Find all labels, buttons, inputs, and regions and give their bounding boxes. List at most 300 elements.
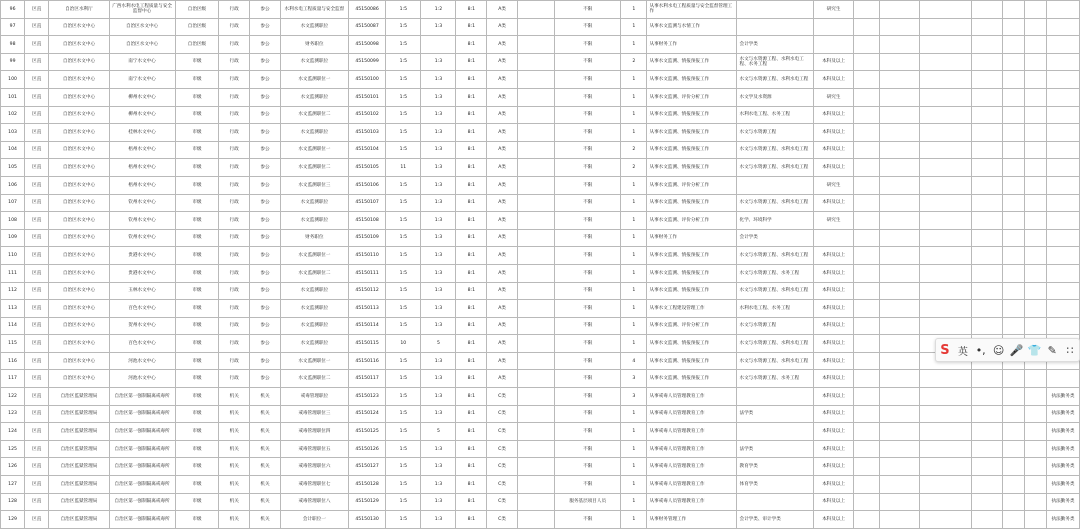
table-cell[interactable]: 1 [621,18,647,36]
table-cell[interactable] [1047,300,1080,318]
table-cell[interactable] [1047,229,1080,247]
table-cell[interactable] [972,53,1003,71]
table-cell[interactable]: 1 [621,458,647,476]
ime-language-toggle[interactable]: 英 [957,346,968,358]
table-cell[interactable]: 不限 [555,141,621,159]
table-cell[interactable]: 1:3 [421,194,456,212]
table-cell[interactable]: 自治区监狱管理局 [49,388,109,406]
table-cell[interactable]: 自治区水文中心 [49,18,109,36]
table-cell[interactable] [919,229,972,247]
table-cell[interactable]: 水文监测职位 [280,124,348,142]
table-cell[interactable]: 129 [1,511,25,529]
table-cell[interactable] [1025,36,1047,54]
table-cell[interactable] [517,194,554,212]
table-cell[interactable]: 行政 [219,352,250,370]
table-cell[interactable] [972,370,1003,388]
table-cell[interactable]: 8:1 [456,36,487,54]
table-cell[interactable]: 柳州水文中心 [109,88,175,106]
table-cell[interactable]: 市级 [175,53,219,71]
table-cell[interactable]: 水文监测职位二 [280,106,348,124]
table-cell[interactable] [853,1,879,19]
table-cell[interactable]: 不限 [555,388,621,406]
table-cell[interactable] [1025,300,1047,318]
table-cell[interactable]: 从事水文监测、评价分析工作 [647,212,737,230]
table-cell[interactable]: 研究生 [814,88,854,106]
table-cell[interactable] [1047,194,1080,212]
table-cell[interactable]: 8:1 [456,212,487,230]
table-cell[interactable]: 1:3 [421,317,456,335]
table-cell[interactable] [1003,317,1025,335]
table-cell[interactable]: 1:5 [386,423,421,441]
table-cell[interactable]: 1:5 [386,317,421,335]
table-cell[interactable]: 自治区水文中心 [49,194,109,212]
table-cell[interactable]: 1:5 [386,194,421,212]
table-cell[interactable]: C类 [487,476,518,494]
table-cell[interactable]: 1:3 [421,440,456,458]
table-cell[interactable]: 机关 [219,458,250,476]
table-cell[interactable]: 不限 [555,458,621,476]
table-cell[interactable]: 自治区监狱管理局 [49,511,109,529]
table-cell[interactable]: 1:5 [386,124,421,142]
table-cell[interactable] [517,423,554,441]
table-cell[interactable] [880,335,920,353]
table-cell[interactable] [517,335,554,353]
table-cell[interactable]: 行政 [219,264,250,282]
table-cell[interactable]: 8:1 [456,194,487,212]
table-cell[interactable]: 110 [1,247,25,265]
table-cell[interactable]: C类 [487,458,518,476]
table-cell[interactable] [853,176,879,194]
table-cell[interactable]: 市级 [175,106,219,124]
table-cell[interactable]: A类 [487,71,518,89]
table-cell[interactable]: 8:1 [456,300,487,318]
table-cell[interactable] [1003,247,1025,265]
table-cell[interactable] [814,18,854,36]
table-cell[interactable]: 1:5 [386,370,421,388]
table-cell[interactable]: 区直 [25,264,49,282]
table-cell[interactable] [919,440,972,458]
table-cell[interactable]: 1 [621,423,647,441]
table-cell[interactable]: 水文监测职位 [280,335,348,353]
table-cell[interactable]: A类 [487,53,518,71]
table-cell[interactable]: 行政 [219,176,250,194]
table-cell[interactable] [880,106,920,124]
table-cell[interactable]: 机关 [219,476,250,494]
table-cell[interactable]: A类 [487,352,518,370]
table-cell[interactable] [972,405,1003,423]
table-cell[interactable]: A类 [487,176,518,194]
table-cell[interactable] [880,124,920,142]
table-cell[interactable]: 45150114 [348,317,385,335]
table-cell[interactable]: 从事戒毒人员管理教育工作 [647,405,737,423]
table-cell[interactable]: 玉林水文中心 [109,282,175,300]
table-cell[interactable] [919,264,972,282]
table-cell[interactable]: 市级 [175,229,219,247]
table-cell[interactable]: 自治区水文中心 [49,335,109,353]
table-cell[interactable] [1025,106,1047,124]
table-cell[interactable]: 区直 [25,476,49,494]
table-cell[interactable]: 45150102 [348,106,385,124]
table-cell[interactable]: 参公 [250,264,281,282]
table-cell[interactable]: 8:1 [456,511,487,529]
table-cell[interactable] [919,388,972,406]
table-cell[interactable]: 市级 [175,282,219,300]
table-cell[interactable] [919,159,972,177]
table-cell[interactable]: 体育学类 [737,476,814,494]
table-cell[interactable]: 区直 [25,71,49,89]
table-cell[interactable]: 8:1 [456,176,487,194]
table-cell[interactable] [880,141,920,159]
table-cell[interactable]: 1:5 [386,176,421,194]
table-cell[interactable] [517,71,554,89]
table-cell[interactable]: 1:3 [421,106,456,124]
ime-logo-icon[interactable]: S [940,342,950,358]
table-cell[interactable]: 市级 [175,71,219,89]
table-cell[interactable]: 水文监测职位二 [280,159,348,177]
table-cell[interactable]: 行政 [219,53,250,71]
table-cell[interactable]: 自治区水文中心 [49,106,109,124]
table-cell[interactable]: 市级 [175,264,219,282]
table-cell[interactable]: 市级 [175,212,219,230]
table-cell[interactable] [737,18,814,36]
table-cell[interactable] [1047,317,1080,335]
table-cell[interactable]: 桂林水文中心 [109,124,175,142]
table-cell[interactable] [880,282,920,300]
table-cell[interactable] [880,229,920,247]
table-cell[interactable] [1047,141,1080,159]
table-cell[interactable] [1025,388,1047,406]
table-cell[interactable] [1047,88,1080,106]
table-cell[interactable]: 区直 [25,388,49,406]
table-cell[interactable]: 45150116 [348,352,385,370]
table-cell[interactable] [853,212,879,230]
table-cell[interactable]: 机关 [219,405,250,423]
table-cell[interactable]: 8:1 [456,247,487,265]
table-cell[interactable] [1003,300,1025,318]
table-cell[interactable]: 8:1 [456,106,487,124]
table-cell[interactable]: 1:3 [421,405,456,423]
table-cell[interactable]: A类 [487,264,518,282]
table-cell[interactable] [919,212,972,230]
table-cell[interactable]: 自治区水文中心 [49,264,109,282]
table-cell[interactable]: 8:1 [456,53,487,71]
table-cell[interactable]: 自治区水利厅 [49,1,109,19]
table-cell[interactable]: 区直 [25,370,49,388]
table-cell[interactable] [1025,71,1047,89]
table-cell[interactable] [517,388,554,406]
table-cell[interactable]: 不限 [555,229,621,247]
table-cell[interactable] [1003,71,1025,89]
table-cell[interactable] [919,282,972,300]
table-cell[interactable]: 水文监测职位二 [280,370,348,388]
table-cell[interactable] [972,71,1003,89]
table-cell[interactable]: 不限 [555,476,621,494]
table-cell[interactable] [1025,405,1047,423]
table-cell[interactable] [517,352,554,370]
table-cell[interactable]: 1:3 [421,229,456,247]
table-cell[interactable]: 1:3 [421,458,456,476]
table-cell[interactable]: 行政 [219,88,250,106]
table-cell[interactable] [1003,194,1025,212]
table-cell[interactable]: 区直 [25,247,49,265]
table-cell[interactable]: 市级 [175,317,219,335]
table-cell[interactable] [880,18,920,36]
table-cell[interactable] [919,476,972,494]
table-cell[interactable]: 自治区第一强制隔离戒毒所 [109,423,175,441]
table-cell[interactable] [1003,476,1025,494]
table-cell[interactable]: 从事水文监测、情报预报工作 [647,106,737,124]
table-cell[interactable]: 钦州水文中心 [109,212,175,230]
table-cell[interactable]: 参公 [250,71,281,89]
table-cell[interactable]: 1:5 [386,352,421,370]
table-cell[interactable]: 1:3 [421,264,456,282]
table-cell[interactable]: 机关 [250,458,281,476]
table-cell[interactable]: 参公 [250,300,281,318]
table-cell[interactable]: 从事水文监测、评价分析工作 [647,88,737,106]
table-cell[interactable]: A类 [487,159,518,177]
table-cell[interactable] [517,141,554,159]
table-cell[interactable]: 1:3 [421,352,456,370]
table-cell[interactable]: 参公 [250,141,281,159]
table-cell[interactable]: 98 [1,36,25,54]
table-cell[interactable] [880,317,920,335]
table-cell[interactable] [517,264,554,282]
table-cell[interactable] [880,264,920,282]
table-cell[interactable]: A类 [487,88,518,106]
table-cell[interactable] [814,36,854,54]
table-cell[interactable]: 从事水文监测、情报预报工作 [647,194,737,212]
table-cell[interactable]: 1:5 [386,36,421,54]
table-cell[interactable]: 本科及以上 [814,247,854,265]
table-cell[interactable] [972,476,1003,494]
table-cell[interactable]: 99 [1,53,25,71]
table-cell[interactable]: 市级 [175,476,219,494]
table-cell[interactable]: 自治区水文中心 [49,71,109,89]
table-cell[interactable]: 自治区监狱管理局 [49,405,109,423]
table-cell[interactable] [972,176,1003,194]
table-cell[interactable]: A类 [487,247,518,265]
table-cell[interactable]: 不限 [555,1,621,19]
table-cell[interactable]: 区直 [25,335,49,353]
table-cell[interactable]: 1:3 [421,247,456,265]
table-cell[interactable]: 不限 [555,440,621,458]
table-cell[interactable]: 1:5 [386,440,421,458]
table-cell[interactable]: 参公 [250,317,281,335]
table-cell[interactable]: 水文监测职位一 [280,141,348,159]
table-cell[interactable]: 研究生 [814,212,854,230]
table-cell[interactable] [517,124,554,142]
table-cell[interactable] [880,212,920,230]
table-cell[interactable]: 水文监测职位 [280,317,348,335]
table-cell[interactable]: 102 [1,106,25,124]
table-cell[interactable]: 区直 [25,317,49,335]
table-cell[interactable] [517,476,554,494]
table-cell[interactable]: 水文监测职位三 [280,176,348,194]
table-cell[interactable] [737,493,814,511]
table-cell[interactable] [972,141,1003,159]
table-cell[interactable] [880,511,920,529]
table-cell[interactable]: 127 [1,476,25,494]
table-cell[interactable] [1025,511,1047,529]
table-cell[interactable]: 自治区级 [175,18,219,36]
table-cell[interactable]: 不限 [555,106,621,124]
table-cell[interactable] [919,423,972,441]
table-cell[interactable]: 自治区水文中心 [49,36,109,54]
table-cell[interactable] [1025,370,1047,388]
table-cell[interactable]: 1:3 [421,53,456,71]
table-cell[interactable]: 行政 [219,18,250,36]
table-cell[interactable]: 行政 [219,300,250,318]
table-cell[interactable]: 1 [621,88,647,106]
table-cell[interactable] [880,476,920,494]
table-cell[interactable]: 116 [1,352,25,370]
table-cell[interactable]: 从事水文监测、情报预报工作 [647,53,737,71]
table-cell[interactable] [517,36,554,54]
table-cell[interactable]: A类 [487,1,518,19]
table-cell[interactable]: 南宁水文中心 [109,71,175,89]
table-cell[interactable]: 1 [621,405,647,423]
table-cell[interactable]: 从事水文监测、情报预报工作 [647,159,737,177]
table-cell[interactable]: 水文与水资源工程 [737,124,814,142]
table-cell[interactable]: 水文与水资源工程、水利水电工程 [737,335,814,353]
table-cell[interactable]: 45150101 [348,88,385,106]
table-cell[interactable]: 自治区第一强制隔离戒毒所 [109,493,175,511]
table-cell[interactable]: 45150124 [348,405,385,423]
table-cell[interactable]: 126 [1,458,25,476]
table-cell[interactable] [919,194,972,212]
table-cell[interactable]: 市级 [175,352,219,370]
table-cell[interactable]: 参公 [250,247,281,265]
table-cell[interactable]: 8:1 [456,1,487,19]
table-cell[interactable]: 8:1 [456,317,487,335]
table-cell[interactable]: 1:3 [421,159,456,177]
table-cell[interactable]: 参公 [250,124,281,142]
table-cell[interactable] [517,458,554,476]
table-cell[interactable] [880,388,920,406]
table-cell[interactable]: 本科及以上 [814,352,854,370]
table-cell[interactable] [853,352,879,370]
table-cell[interactable]: 区直 [25,18,49,36]
table-cell[interactable]: 1 [621,493,647,511]
table-cell[interactable]: 水文与水资源工程、水利水电工程 [737,352,814,370]
table-cell[interactable] [853,300,879,318]
table-cell[interactable] [517,282,554,300]
table-cell[interactable]: 本科及以上 [814,141,854,159]
table-cell[interactable]: 行政 [219,335,250,353]
table-cell[interactable]: 1 [621,124,647,142]
table-cell[interactable]: 8:1 [456,124,487,142]
table-cell[interactable] [517,493,554,511]
table-cell[interactable]: 97 [1,18,25,36]
table-cell[interactable]: 45150100 [348,71,385,89]
table-cell[interactable]: 1:3 [421,282,456,300]
table-cell[interactable]: 本科及以上 [814,159,854,177]
table-cell[interactable] [853,124,879,142]
table-cell[interactable]: 1 [621,317,647,335]
table-cell[interactable]: 自治区级 [175,36,219,54]
table-cell[interactable] [853,458,879,476]
table-cell[interactable] [919,300,972,318]
table-cell[interactable] [972,511,1003,529]
table-cell[interactable]: 从事财务工作 [647,229,737,247]
table-cell[interactable] [972,423,1003,441]
table-cell[interactable]: 参公 [250,370,281,388]
table-cell[interactable] [972,194,1003,212]
table-cell[interactable]: 109 [1,229,25,247]
table-cell[interactable] [853,405,879,423]
table-cell[interactable]: 1:3 [421,370,456,388]
table-cell[interactable]: 不限 [555,335,621,353]
table-cell[interactable] [880,71,920,89]
table-cell[interactable]: 45150117 [348,370,385,388]
table-cell[interactable] [421,36,456,54]
table-cell[interactable]: 执法勤务类 [1047,493,1080,511]
table-cell[interactable]: 1 [621,440,647,458]
table-cell[interactable]: 1:3 [421,124,456,142]
table-cell[interactable]: 45150115 [348,335,385,353]
table-cell[interactable]: 行政 [219,229,250,247]
table-cell[interactable]: 百色水文中心 [109,300,175,318]
table-cell[interactable]: 本科及以上 [814,458,854,476]
table-cell[interactable]: 行政 [219,317,250,335]
table-cell[interactable]: 45150125 [348,423,385,441]
table-cell[interactable]: 1:5 [386,106,421,124]
table-cell[interactable]: 45150108 [348,212,385,230]
table-cell[interactable]: 128 [1,493,25,511]
table-cell[interactable]: 8:1 [456,159,487,177]
table-cell[interactable] [972,440,1003,458]
table-cell[interactable]: 本科及以上 [814,71,854,89]
table-cell[interactable]: 行政 [219,282,250,300]
table-cell[interactable]: 1:5 [386,388,421,406]
table-cell[interactable]: 从事水文监测、情报预报工作 [647,335,737,353]
table-cell[interactable]: 45150086 [348,1,385,19]
table-cell[interactable] [1025,159,1047,177]
table-cell[interactable]: 从事财务工作 [647,36,737,54]
table-cell[interactable]: 45150112 [348,282,385,300]
table-cell[interactable]: 从事水文监测、情报预报工作 [647,247,737,265]
table-cell[interactable]: 1:5 [386,141,421,159]
table-cell[interactable] [972,36,1003,54]
table-cell[interactable]: 1:5 [386,458,421,476]
table-cell[interactable] [1003,159,1025,177]
table-cell[interactable] [853,247,879,265]
table-cell[interactable]: 45150107 [348,194,385,212]
table-cell[interactable] [1025,493,1047,511]
table-cell[interactable]: 108 [1,212,25,230]
table-cell[interactable] [1003,1,1025,19]
table-cell[interactable] [1025,423,1047,441]
table-cell[interactable]: 45150129 [348,493,385,511]
table-cell[interactable]: 自治区第一强制隔离戒毒所 [109,458,175,476]
table-cell[interactable]: 不限 [555,71,621,89]
table-cell[interactable]: 8:1 [456,282,487,300]
table-cell[interactable] [880,159,920,177]
table-cell[interactable]: 1 [621,300,647,318]
table-cell[interactable]: 不限 [555,300,621,318]
table-cell[interactable] [1047,212,1080,230]
table-cell[interactable]: 45150087 [348,18,385,36]
table-cell[interactable]: 广西水利水电工程质量与安全监督中心 [109,1,175,19]
table-cell[interactable]: 8:1 [456,71,487,89]
table-cell[interactable] [972,212,1003,230]
table-cell[interactable]: 水文监测职位 [280,282,348,300]
table-cell[interactable] [853,71,879,89]
table-cell[interactable] [880,458,920,476]
table-cell[interactable] [853,440,879,458]
table-cell[interactable] [1025,282,1047,300]
table-cell[interactable]: 区直 [25,1,49,19]
